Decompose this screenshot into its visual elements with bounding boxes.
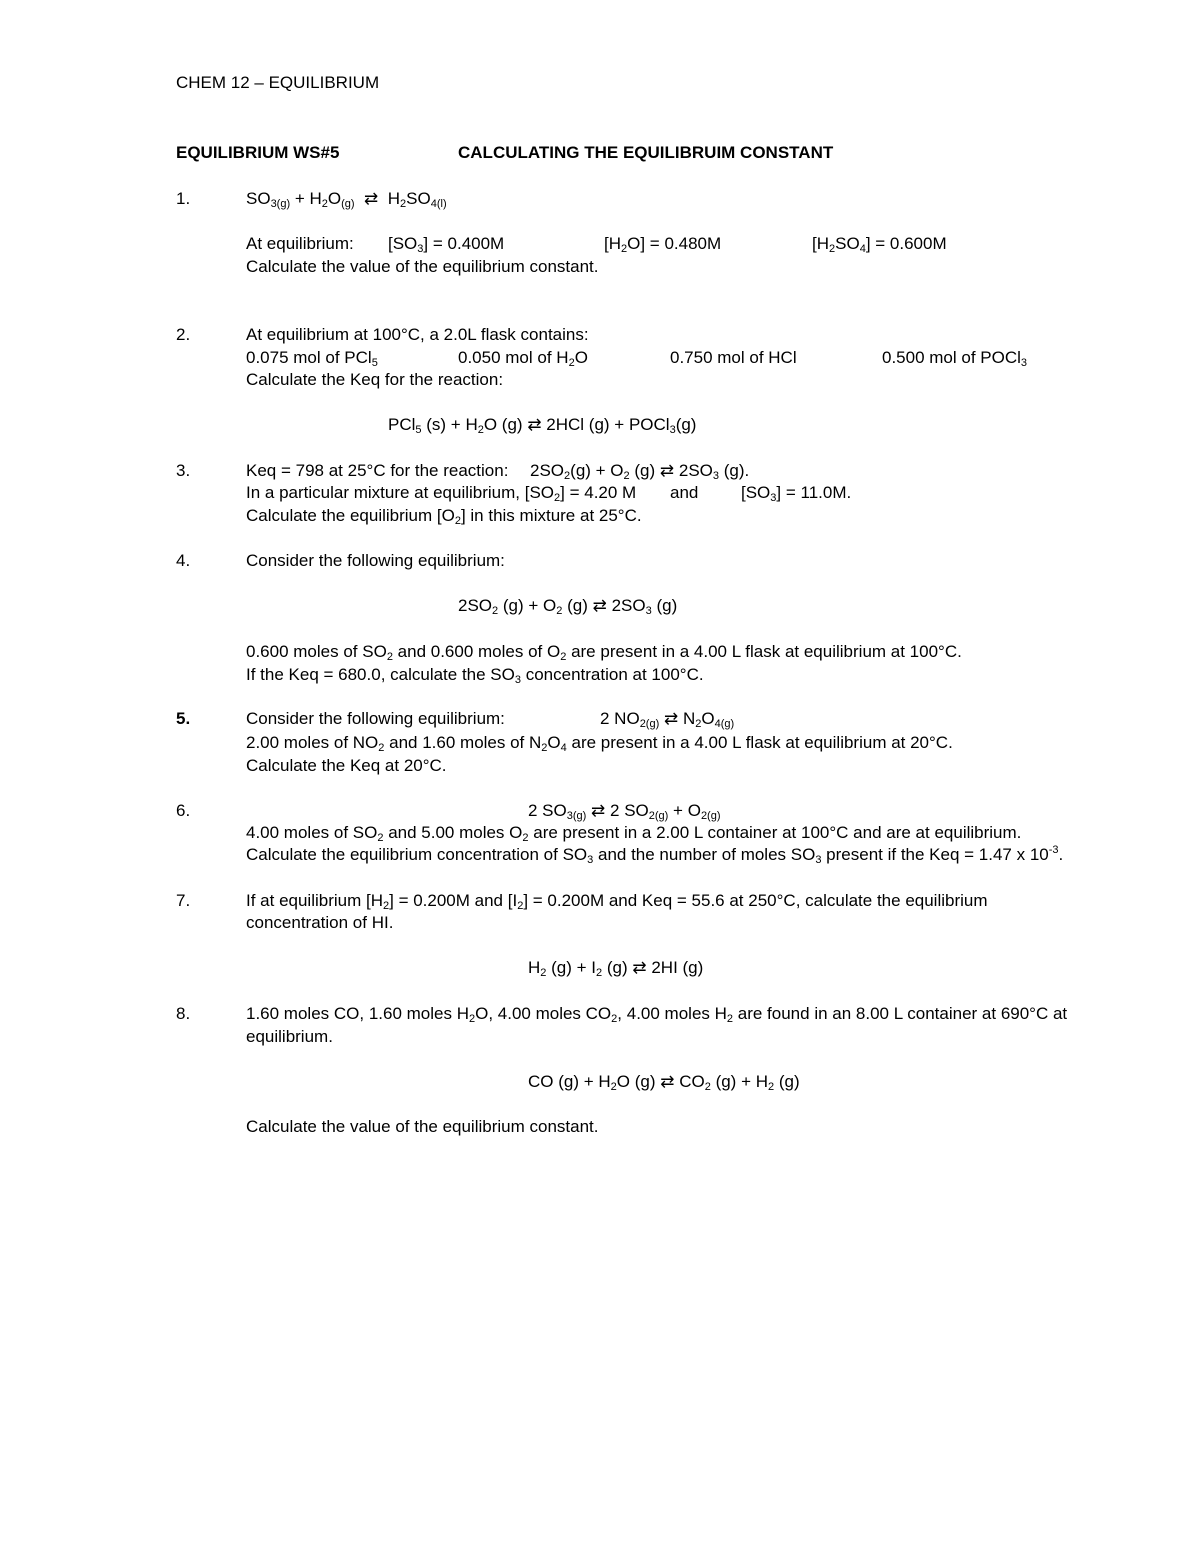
question-7-line2: concentration of HI. xyxy=(246,913,394,932)
question-7-number: 7. xyxy=(176,891,191,910)
question-1-prompt: Calculate the value of the equilibrium constant. xyxy=(246,257,599,276)
question-8-line2: equilibrium. xyxy=(246,1027,333,1046)
equilibrium-arrow: ⇄ xyxy=(632,958,647,977)
question-5-number: 5. xyxy=(176,709,191,728)
question-3-line1: Keq = 798 at 25°C for the reaction: xyxy=(246,461,509,480)
worksheet-label: EQUILIBRIUM WS#5 xyxy=(176,143,340,162)
question-2-line1: At equilibrium at 100°C, a 2.0L flask contains: xyxy=(246,325,589,344)
question-8-number: 8. xyxy=(176,1004,191,1023)
question-4-equation: $2SO_2$ $(g) + O_2$ (g) ⇄ $2SO_3$ (g) xyxy=(458,596,678,617)
question-2-amount-pocl3: 0.500 mol of POCl$_3$ xyxy=(882,348,1028,369)
question-2-amount-pcl5: 0.075 mol of PCl$_5$ xyxy=(246,348,378,369)
question-3-equation: $2SO_2(g) + O_2$ (g) ⇄ $2SO_3$ (g). xyxy=(530,461,750,482)
equilibrium-arrow: ⇄ xyxy=(591,801,606,820)
question-1-conc-so3: $[SO_3] = 0.400M$ xyxy=(388,234,505,255)
question-8-line1: 1.60 moles CO, 1.60 moles $H_2O$, 4.00 moles $CO_2$, 4.00 moles $H_2$ are found in an 8.00 L container at 690°C at xyxy=(246,1004,1068,1025)
question-8-prompt: Calculate the value of the equilibrium constant. xyxy=(246,1117,599,1136)
question-1-equation: $SO_{3(g)} + H_2O_{(g)}$ ⇄ $H_2SO_{4(l)}$ xyxy=(246,189,447,210)
question-3-number: 3. xyxy=(176,461,191,480)
question-2-equation: PCl$_5$ $(s) + H_2O$ (g) ⇄ 2HCl (g) + POCl$_3$(g) xyxy=(388,415,697,436)
question-4-line2: 0.600 moles of $SO_2$ and 0.600 moles of $O_2$ are present in a 4.00 L flask at equilibrium at 100°C. xyxy=(246,642,962,663)
question-3-line3: Calculate the equilibrium $[O_2]$ in this mixture at 25°C. xyxy=(246,506,642,527)
question-6-line3: Calculate the equilibrium concentration of $SO_3$ and the number of moles $SO_3$ present if the Keq = 1.47 x $10^{-3}$. xyxy=(246,844,1064,866)
question-1-at-equilibrium: At equilibrium: xyxy=(246,234,354,253)
question-8-equation: CO $(g) + H_2O$ (g) ⇄ $CO_2$ $(g) + H_2$ (g) xyxy=(528,1072,800,1093)
question-2-amount-hcl: 0.750 mol of HCl xyxy=(670,348,797,367)
question-2-amount-h2o: 0.050 mol of $H_2O$ xyxy=(458,348,588,369)
question-7-equation: $H_2$ $(g) + I_2$ (g) ⇄ 2HI (g) xyxy=(528,958,704,979)
question-4-line1: Consider the following equilibrium: xyxy=(246,551,505,570)
question-1-number: 1. xyxy=(176,189,191,208)
question-3-conc-so3: $[SO_3] = 11.0M$. xyxy=(741,483,852,504)
question-2-prompt: Calculate the Keq for the reaction: xyxy=(246,370,504,389)
course-header: CHEM 12 – EQUILIBRIUM xyxy=(176,73,380,92)
question-4-number: 4. xyxy=(176,551,191,570)
question-1-conc-h2so4: $[H_2SO_4] = 0.600M$ xyxy=(812,234,947,255)
question-6-equation: 2 $SO_{3(g)}$ ⇄ 2 $SO_{2(g)} + O_{2(g)}$ xyxy=(528,801,721,822)
question-3-line2: In a particular mixture at equilibrium, $[SO_2] = 4.20$ M xyxy=(246,483,637,504)
question-4-line3: If the Keq = 680.0, calculate the $SO_3$ concentration at 100°C. xyxy=(246,665,704,686)
question-5-line2: 2.00 moles of $NO_2$ and 1.60 moles of $N_2O_4$ are present in a 4.00 L flask at equilibrium at 20°C. xyxy=(246,733,953,754)
question-5-line1: Consider the following equilibrium: xyxy=(246,709,505,728)
question-1-conc-h2o: $[H_2O] = 0.480M$ xyxy=(604,234,722,255)
question-6-line2: 4.00 moles of $SO_2$ and 5.00 moles $O_2$ are present in a 2.00 L container at 100°C and are at equilibrium. xyxy=(246,823,1022,844)
worksheet-title: CALCULATING THE EQUILIBRUIM CONSTANT xyxy=(458,143,834,162)
equilibrium-arrow: ⇄ xyxy=(663,709,679,728)
question-6-number: 6. xyxy=(176,801,191,820)
question-3-and: and xyxy=(670,483,699,502)
equilibrium-arrow: ⇄ xyxy=(660,1072,675,1091)
question-2-number: 2. xyxy=(176,325,191,344)
equilibrium-arrow: ⇄ xyxy=(592,596,607,615)
equilibrium-arrow: ⇄ xyxy=(527,415,542,434)
question-7-line1: If at equilibrium $[H_2] = 0.200M$ and $[I_2] = 0.200M$ and Keq = 55.6 at 250°C, calculate the equilibrium xyxy=(246,891,988,912)
question-5-line3: Calculate the Keq at 20°C. xyxy=(246,756,447,775)
equilibrium-arrow: ⇄ xyxy=(659,461,675,480)
question-5-equation: 2 $NO_{2(g)}$ ⇄ $N_2O_{4(g)}$ xyxy=(600,709,735,730)
equilibrium-arrow: ⇄ xyxy=(364,189,379,208)
